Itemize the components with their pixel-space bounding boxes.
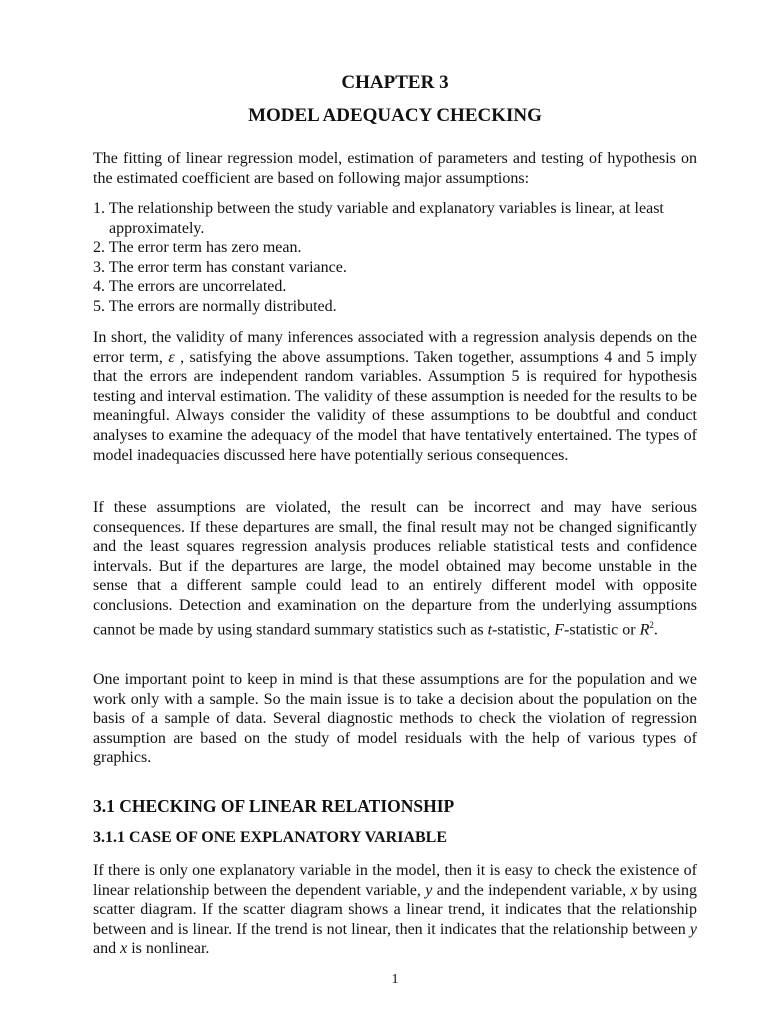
- epsilon-symbol: ε: [168, 348, 175, 366]
- text-span: If these assumptions are violated, the result can be incorrect and may have serious consequences. If these departures are small, the final result may not be changed significantly and the least squares regression analysis produces reliable statistical tests and confidence intervals. But if the departures are large, the model obtained may become unstable in the sense that a different sample could lead to an entirely different model with opposite conclusions. Detection and examination on the departure from the underlying assumptions cannot be made by using standard summary statistics such as: [93, 499, 697, 638]
- x-symbol: x: [630, 881, 638, 899]
- text-span: , satisfying the above assumptions. Taken together, assumptions 4 and 5 imply that the errors are independent random variables. Assumption 5 is required for hypothesis testing and interval estimation. The validity of these assumption is needed for the results to be meaningful. Always consider the validity of these assumptions to be doubtful and conduct analyses to examine the adequacy of the model that have tentatively entertained. The types of model inadequacies discussed here have potentially serious consequences.: [93, 348, 698, 464]
- text-span: is nonlinear.: [131, 940, 210, 958]
- document-page: [93, 0, 697, 1024]
- list-item: 2. The error term has zero mean.: [93, 239, 302, 257]
- page-number: 1: [391, 972, 399, 987]
- t-symbol: t: [487, 620, 493, 638]
- y-symbol: y: [689, 920, 698, 938]
- x-symbol: x: [120, 940, 128, 958]
- y-symbol: y: [425, 881, 433, 899]
- text-span: and: [93, 940, 117, 958]
- list-item: 3. The error term has constant variance.: [93, 258, 347, 276]
- list-item: 5. The errors are normally distributed.: [93, 297, 337, 315]
- text-span: If there is only one explanatory variable in the model, then it is easy to check the existence of linear relationship between the dependent variable,: [93, 862, 697, 899]
- f-symbol: F: [554, 620, 565, 638]
- r-symbol: R: [639, 620, 650, 638]
- text-span: In short, the validity of many inferences associated with a regression analysis depends on the error term,: [93, 329, 697, 366]
- list-item: 4. The errors are uncorrelated.: [93, 278, 287, 296]
- section-heading: 3.1 CHECKING OF LINEAR RELATIONSHIP: [93, 796, 455, 816]
- text-span: .: [653, 620, 658, 638]
- violation-paragraph: [93, 498, 697, 639]
- list-item: 1. The relationship between the study variable and explanatory variables is linear, at least approximately.: [93, 200, 664, 237]
- population-paragraph: One important point to keep in mind is that these assumptions are for the population and we work only with a sample. So the main issue is to take a decision about the population on the basis of a sample of data. Several diagnostic methods to check the violation of regression assumption are based on the study of model residuals with the help of various types of graphics.: [93, 671, 697, 767]
- subsection-heading: 3.1.1 CASE OF ONE EXPLANATORY VARIABLE: [93, 829, 448, 846]
- superscript: 2: [649, 619, 654, 630]
- text-span: -statistic or: [564, 620, 636, 638]
- intro-paragraph: The fitting of linear regression model, estimation of parameters and testing of hypothesis on the estimated coefficient are based on following major assumptions:: [93, 150, 697, 187]
- scatter-paragraph: [93, 861, 697, 959]
- text-span: and the independent variable,: [436, 881, 627, 899]
- chapter-number: CHAPTER 3: [341, 72, 449, 93]
- assumptions-list: [93, 199, 697, 317]
- chapter-title: MODEL ADEQUACY CHECKING: [248, 105, 542, 126]
- text-span: by using scatter diagram. If the scatter diagram shows a linear trend, it indicates that the relationship between and is linear. If the trend is not linear, then it indicates that the relationship between: [93, 881, 698, 938]
- validity-paragraph: [93, 328, 697, 465]
- text-span: -statistic,: [492, 620, 551, 638]
